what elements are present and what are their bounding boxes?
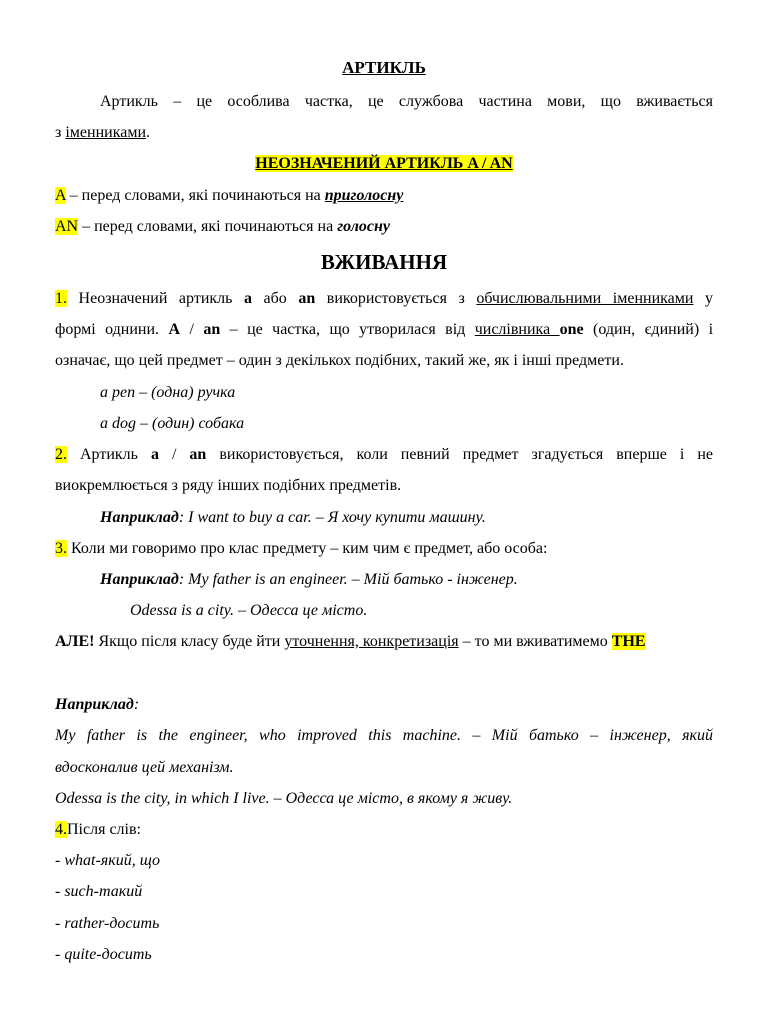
section-3-line-1: 3. Коли ми говоримо про клас предмету – ким чим є предмет, або особа: [55,540,548,557]
section-3-example-3-line-3: Odessa is the city, in which I live. – Одесса це місто, в якому я живу. [55,790,513,807]
usage-heading: ВЖИВАННЯ [320,250,448,274]
section-3-example-3-label: Наприклад: [55,696,140,713]
section-3-example-3-line-1: My father is the engineer, who improved this machine. – Мій батько – інженер, який [55,727,713,744]
section-4-heading: 4.Після слів: [55,821,141,838]
page-title: АРТИКЛЬ [342,58,426,77]
example-a-pen: a pen – (одна) ручка [100,384,236,401]
list-item: - quite-досить [55,946,152,963]
rule-an: AN – перед словами, які починаються на голосну [55,218,390,235]
intro-line-1: Артикль – це особлива частка, це службова частина мови, що вживається [100,93,713,110]
section-2-line-2: виокремлюється з ряду інших подібних предметів. [55,477,402,494]
list-item: - rather-досить [55,915,160,932]
intro-line-2: з іменниками. [55,124,151,141]
indefinite-article-heading: НЕОЗНАЧЕНИЙ АРТИКЛЬ A / AN [255,155,513,172]
section-1-line-1: 1. Неозначений артикль a або an використовується з обчислювальними іменниками у [55,290,714,307]
section-3-but-line: АЛЕ! Якщо після класу буде йти уточнення, конкретизація – то ми вживатимемо THE [55,633,646,650]
rule-a: A – перед словами, які починаються на приголосну [55,187,404,204]
list-item: - what-який, що [55,852,160,869]
list-item: - such-такий [55,883,143,900]
section-1-line-2: формі однини. A / an – це частка, що утворилася від числівника one (один, єдиний) і [55,321,714,338]
section-3-example-1: Наприклад: My father is an engineer. – Мій батько - інженер. [100,571,518,588]
section-2-line-1: 2. Артикль a / an використовується, коли певний предмет згадується вперше і не [55,446,714,463]
section-3-example-2: Odessa is a city. – Одесса це місто. [130,602,368,619]
example-a-dog: a dog – (один) собака [100,415,245,432]
section-2-example: Наприклад: I want to buy a car. – Я хочу купити машину. [100,509,486,526]
section-3-example-3-line-2: вдосконалив цей механізм. [55,759,234,776]
section-1-line-3: означає, що цей предмет – один з декількох подібних, такий же, як і інші предмети. [55,352,624,369]
